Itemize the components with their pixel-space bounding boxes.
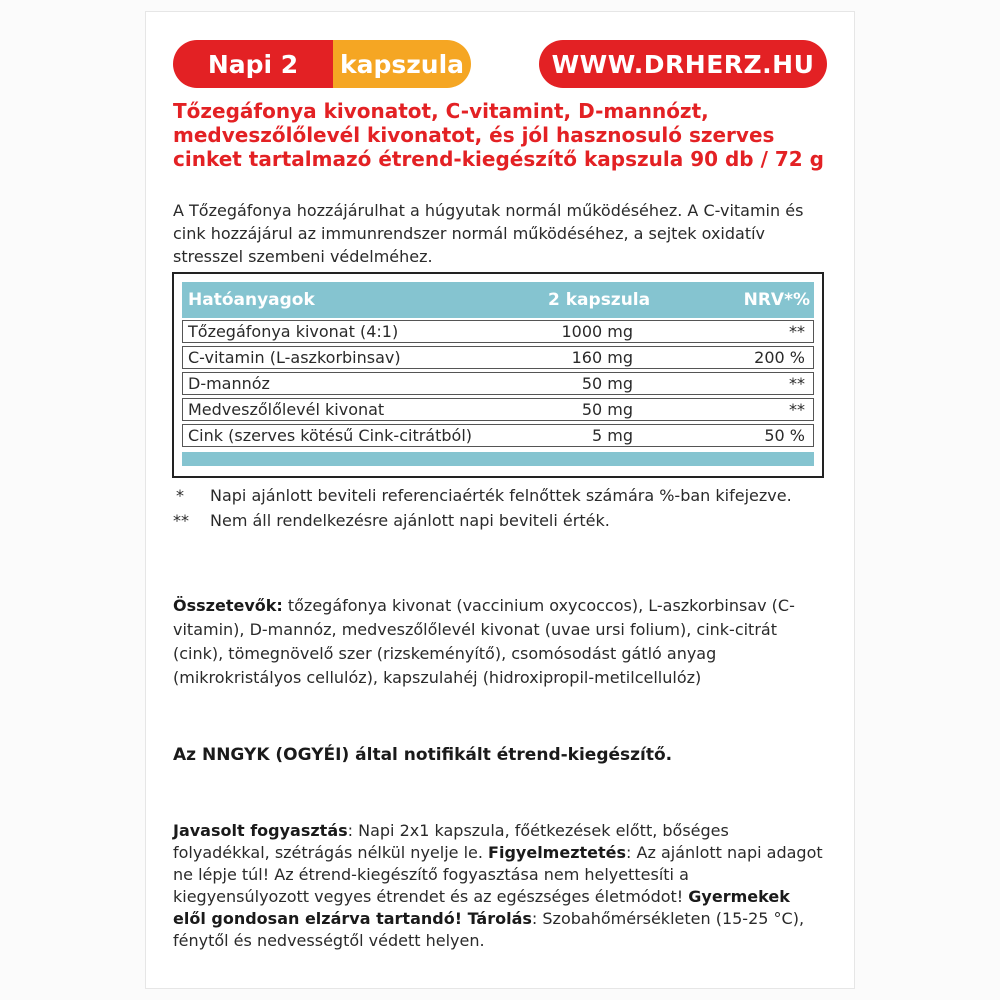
row-nrv: ** — [789, 400, 805, 419]
notification-statement: Az NNGYK (OGYÉI) által notifikált étrend-kiegészítő. — [173, 745, 673, 765]
row-nrv: ** — [789, 322, 805, 341]
product-headline: Tőzegáfonya kivonatot, C-vitamint, D-mannózt, medveszőlőlevél kivonatot, és jól hasznosuló szerves cinket tartalmazó étrend-kiegészítő kapszula 90 db / 72 g — [173, 99, 824, 171]
table-row — [182, 346, 814, 369]
table-row — [182, 424, 814, 447]
ingredients-section — [173, 594, 823, 690]
row-amount: 5 mg — [591, 426, 633, 445]
nutrition-table-header — [182, 282, 814, 318]
row-name: Medveszőlőlevél kivonat — [188, 400, 385, 419]
ingredients-text: tőzegáfonya kivonat (vaccinium oxycoccos), L-aszkorbinsav (C-vitamin), D-mannóz, medveszőlőlevél kivonat (uvae ursi folium), cink-citrát (cink), tömegnövelő szer (rizskeményítő), csomósodást gátló anyag (mikrokristályos cellulóz), kapszulahéj (hidroxipropil-metilcellulóz) — [173, 596, 795, 687]
warning-label: Figyelmeztetés — [488, 843, 627, 862]
row-amount: 160 mg — [571, 348, 633, 367]
usage-section — [173, 820, 823, 952]
row-name: Tőzegáfonya kivonat (4:1) — [188, 322, 399, 341]
footnote-text: Nem áll rendelkezésre ajánlott napi beviteli érték. — [210, 511, 610, 530]
row-nrv: 200 % — [754, 348, 805, 367]
row-name: D-mannóz — [188, 374, 270, 393]
row-name: Cink (szerves kötésű Cink-citrátból) — [188, 426, 473, 445]
row-name: C-vitamin (L-aszkorbinsav) — [188, 348, 401, 367]
table-row — [182, 398, 814, 421]
storage-label: Gyermekek elől gondosan elzárva tartandó! Tárolás — [173, 887, 790, 928]
website-badge: WWW.DRHERZ.HU — [539, 40, 827, 88]
storage-text: : Szobahőmérsékleten (15-25 °C), fénytől és nedvességtől védett helyen. — [173, 909, 805, 950]
row-nrv: ** — [789, 374, 805, 393]
ingredients-label: Összetevők: — [173, 596, 283, 615]
daily-dose-badge — [173, 40, 471, 88]
row-nrv: 50 % — [764, 426, 805, 445]
row-amount: 1000 mg — [561, 322, 633, 341]
usage-text: : Napi 2x1 kapszula, főétkezések előtt, bőséges folyadékkal, szétrágás nélkül nyelje le. — [173, 821, 729, 862]
header-nrv: NRV*% — [743, 290, 810, 310]
usage-label: Javasolt fogyasztás — [173, 821, 348, 840]
nutrition-table-footer-bar — [182, 452, 814, 466]
warning-text: : Az ajánlott napi adagot ne lépje túl! Az étrend-kiegészítő fogyasztása nem helyettesíti a kiegyensúlyozott vegyes étrendet és az egészséges életmódot! — [173, 843, 823, 906]
table-row — [182, 320, 814, 343]
daily-dose-count: Napi 2 — [173, 40, 333, 88]
row-amount: 50 mg — [581, 374, 633, 393]
header-dose: 2 kapszula — [548, 290, 651, 310]
table-row — [182, 372, 814, 395]
nutrition-table — [172, 272, 824, 478]
footnote-mark: * — [176, 486, 184, 505]
header-ingredients: Hatóanyagok — [188, 290, 315, 310]
footnote-text: Napi ajánlott beviteli referenciaérték felnőttek számára %-ban kifejezve. — [210, 486, 792, 505]
footnote-mark: ** — [173, 511, 189, 530]
product-intro: A Tőzegáfonya hozzájárulhat a húgyutak normál működéséhez. A C-vitamin és cink hozzájárul az immunrendszer normál működéséhez, a sejtek oxidatív stresszel szembeni védelméhez. — [173, 201, 804, 266]
row-amount: 50 mg — [581, 400, 633, 419]
daily-dose-unit: kapszula — [333, 40, 471, 88]
